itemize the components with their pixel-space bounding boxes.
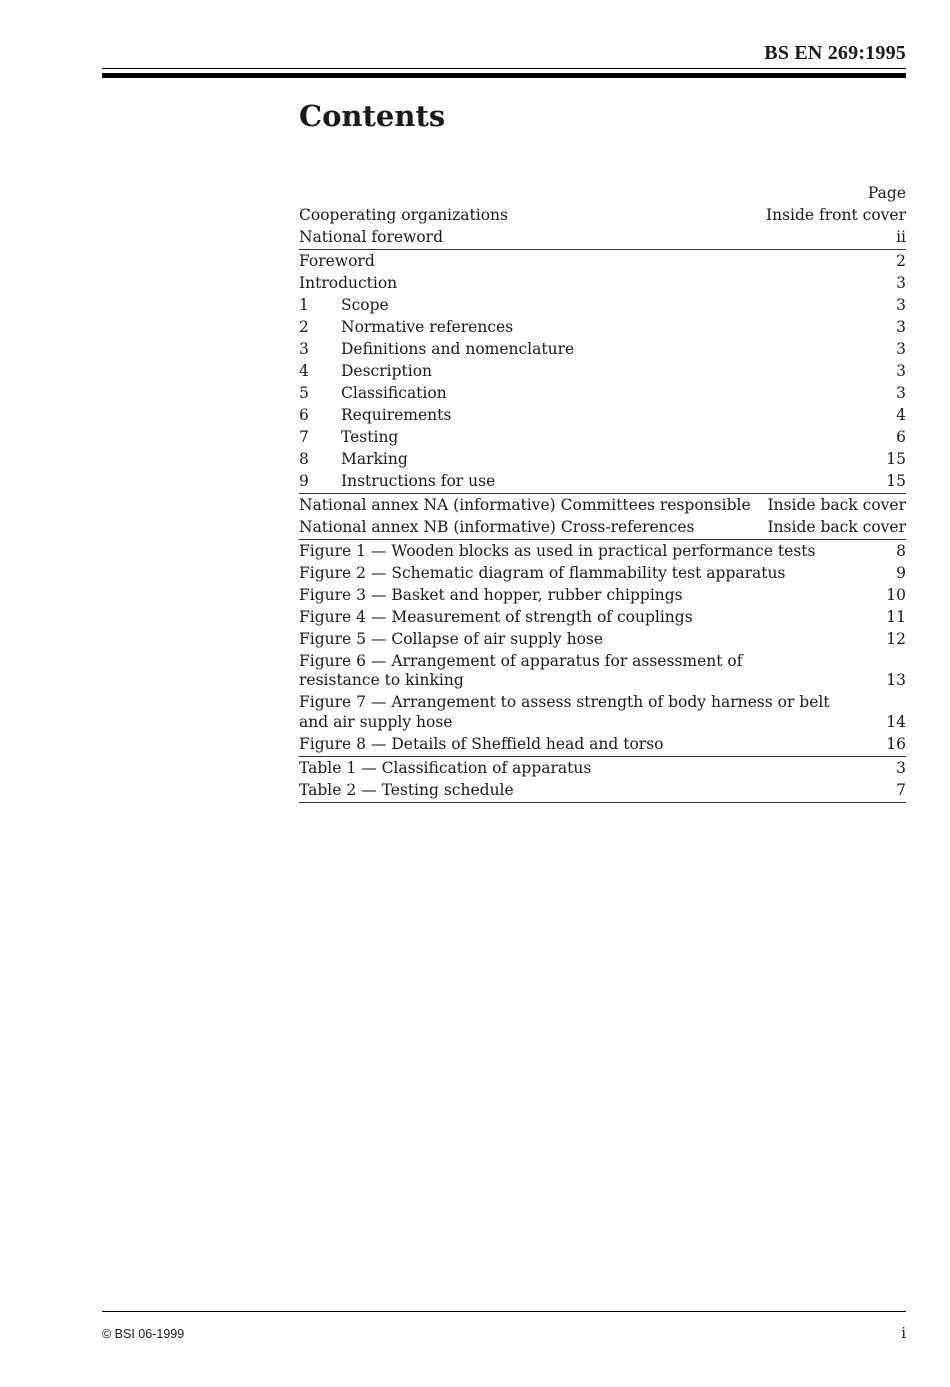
toc-entry-text: Foreword bbox=[299, 251, 375, 270]
toc-clause-number: 3 bbox=[299, 339, 309, 358]
toc-figure-entry[interactable] bbox=[299, 733, 906, 757]
toc-entry-text: Figure 5 — Collapse of air supply hose bbox=[299, 629, 604, 648]
toc-entry-page: 3 bbox=[896, 361, 906, 380]
toc-entry-text: Requirements bbox=[341, 405, 452, 424]
toc-entry-page: 3 bbox=[896, 317, 906, 336]
toc-entry-text: Definitions and nomenclature bbox=[341, 339, 575, 358]
toc-clause-entry[interactable] bbox=[299, 316, 906, 338]
toc-entry-page: 3 bbox=[896, 339, 906, 358]
toc-entry-text: Table 1 — Classification of apparatus bbox=[299, 758, 592, 777]
toc-entry-page: 11 bbox=[886, 607, 906, 626]
toc-entry-page: Inside front cover bbox=[765, 205, 906, 224]
toc-entry-text: Testing bbox=[341, 427, 399, 446]
toc-entry-page: 8 bbox=[896, 541, 906, 560]
toc-entry-page: 14 bbox=[886, 712, 906, 731]
toc-figure-entry[interactable] bbox=[299, 540, 906, 562]
toc-clause-entry[interactable] bbox=[299, 426, 906, 448]
toc-figure-entry[interactable] bbox=[299, 584, 906, 606]
toc-entry-text: Table 2 — Testing schedule bbox=[299, 780, 514, 799]
toc-entry-page: 15 bbox=[886, 449, 906, 468]
toc-entry[interactable] bbox=[299, 272, 906, 294]
toc-entry-text: Scope bbox=[341, 295, 389, 314]
toc-entry-text: Figure 1 — Wooden blocks as used in practical performance tests bbox=[299, 541, 816, 560]
toc-clause-number: 6 bbox=[299, 405, 309, 424]
toc-entry-page: 4 bbox=[896, 405, 906, 424]
toc-table-entry[interactable] bbox=[299, 779, 906, 803]
toc-entry-text: Figure 4 — Measurement of strength of couplings bbox=[299, 607, 693, 626]
toc-entry-text: Cooperating organizations bbox=[299, 205, 508, 224]
table-of-contents bbox=[299, 182, 906, 803]
toc-clause-entry[interactable] bbox=[299, 360, 906, 382]
toc-entry-page: 9 bbox=[896, 563, 906, 582]
toc-clause-number: 9 bbox=[299, 471, 309, 490]
toc-entry-page: 6 bbox=[896, 427, 906, 446]
toc-annex-entry[interactable] bbox=[299, 516, 906, 540]
toc-entry-text: Marking bbox=[341, 449, 408, 468]
toc-clause-number: 1 bbox=[299, 295, 309, 314]
toc-clause-number: 5 bbox=[299, 383, 309, 402]
toc-entry-page: ii bbox=[896, 227, 906, 246]
page-title: Contents bbox=[299, 99, 446, 133]
toc-entry-page: 15 bbox=[886, 471, 906, 490]
toc-figure-entry[interactable] bbox=[299, 628, 906, 650]
toc-entry-text: Normative references bbox=[341, 317, 514, 336]
toc-entry-page: 3 bbox=[896, 383, 906, 402]
toc-clause-number: 7 bbox=[299, 427, 309, 446]
toc-table-entry[interactable] bbox=[299, 757, 906, 779]
toc-figure-entry[interactable] bbox=[299, 692, 906, 734]
toc-entry-text: Instructions for use bbox=[341, 471, 496, 490]
toc-figure-entry[interactable] bbox=[299, 562, 906, 584]
toc-clause-number: 8 bbox=[299, 449, 309, 468]
header-thin-rule bbox=[102, 68, 906, 69]
toc-entry-page: 7 bbox=[896, 780, 906, 799]
toc-clause-entry[interactable] bbox=[299, 294, 906, 316]
toc-entry-page: 12 bbox=[886, 629, 906, 648]
toc-clause-entry[interactable] bbox=[299, 338, 906, 360]
toc-entry-text: Classification bbox=[341, 383, 447, 402]
toc-entry-page: 3 bbox=[896, 295, 906, 314]
toc-entry-text: Introduction bbox=[299, 273, 398, 292]
toc-entry-page: Inside back cover bbox=[767, 495, 906, 514]
toc-annex-entry[interactable] bbox=[299, 494, 906, 516]
toc-entry-text: Figure 7 — Arrangement to assess strength of body harness or belt and air supply hose bbox=[299, 693, 830, 731]
toc-entry-page: 10 bbox=[886, 585, 906, 604]
toc-entry-page: 2 bbox=[896, 251, 906, 270]
toc-clause-entry[interactable] bbox=[299, 404, 906, 426]
toc-entry-page: Inside back cover bbox=[767, 517, 906, 536]
toc-figure-entry[interactable] bbox=[299, 650, 906, 692]
toc-entry-text: National annex NA (informative) Committees responsible bbox=[299, 495, 751, 514]
toc-entry-page: 3 bbox=[896, 758, 906, 777]
toc-clause-number: 2 bbox=[299, 317, 309, 336]
toc-entry[interactable] bbox=[299, 226, 906, 250]
toc-entry-text: Figure 6 — Arrangement of apparatus for assessment of resistance to kinking bbox=[299, 651, 743, 689]
footer-copyright: © BSI 06-1999 bbox=[102, 1327, 185, 1341]
toc-entry-page: 16 bbox=[886, 734, 906, 753]
toc-page-column-heading: Page bbox=[867, 184, 906, 202]
footer-rule bbox=[102, 1311, 906, 1312]
toc-clause-entry[interactable] bbox=[299, 448, 906, 470]
toc-clause-entry[interactable] bbox=[299, 382, 906, 404]
toc-clause-entry[interactable] bbox=[299, 470, 906, 494]
toc-entry-text: Description bbox=[341, 361, 433, 380]
toc-entry[interactable] bbox=[299, 250, 906, 272]
toc-entry-text: National annex NB (informative) Cross-references bbox=[299, 517, 695, 536]
toc-entry-text: Figure 8 — Details of Sheffield head and torso bbox=[299, 734, 664, 753]
toc-entry[interactable] bbox=[299, 204, 906, 226]
toc-entry-text: National foreword bbox=[299, 227, 444, 246]
toc-entry-page: 13 bbox=[886, 671, 906, 689]
toc-entry-text: Figure 2 — Schematic diagram of flammability test apparatus bbox=[299, 563, 786, 582]
footer-page-number: i bbox=[901, 1324, 906, 1342]
toc-entry-text: Figure 3 — Basket and hopper, rubber chippings bbox=[299, 585, 683, 604]
header-thick-rule bbox=[102, 73, 906, 78]
toc-figure-entry[interactable] bbox=[299, 606, 906, 628]
document-id: BS EN 269:1995 bbox=[764, 42, 906, 64]
toc-clause-number: 4 bbox=[299, 361, 309, 380]
toc-entry-page: 3 bbox=[896, 273, 906, 292]
